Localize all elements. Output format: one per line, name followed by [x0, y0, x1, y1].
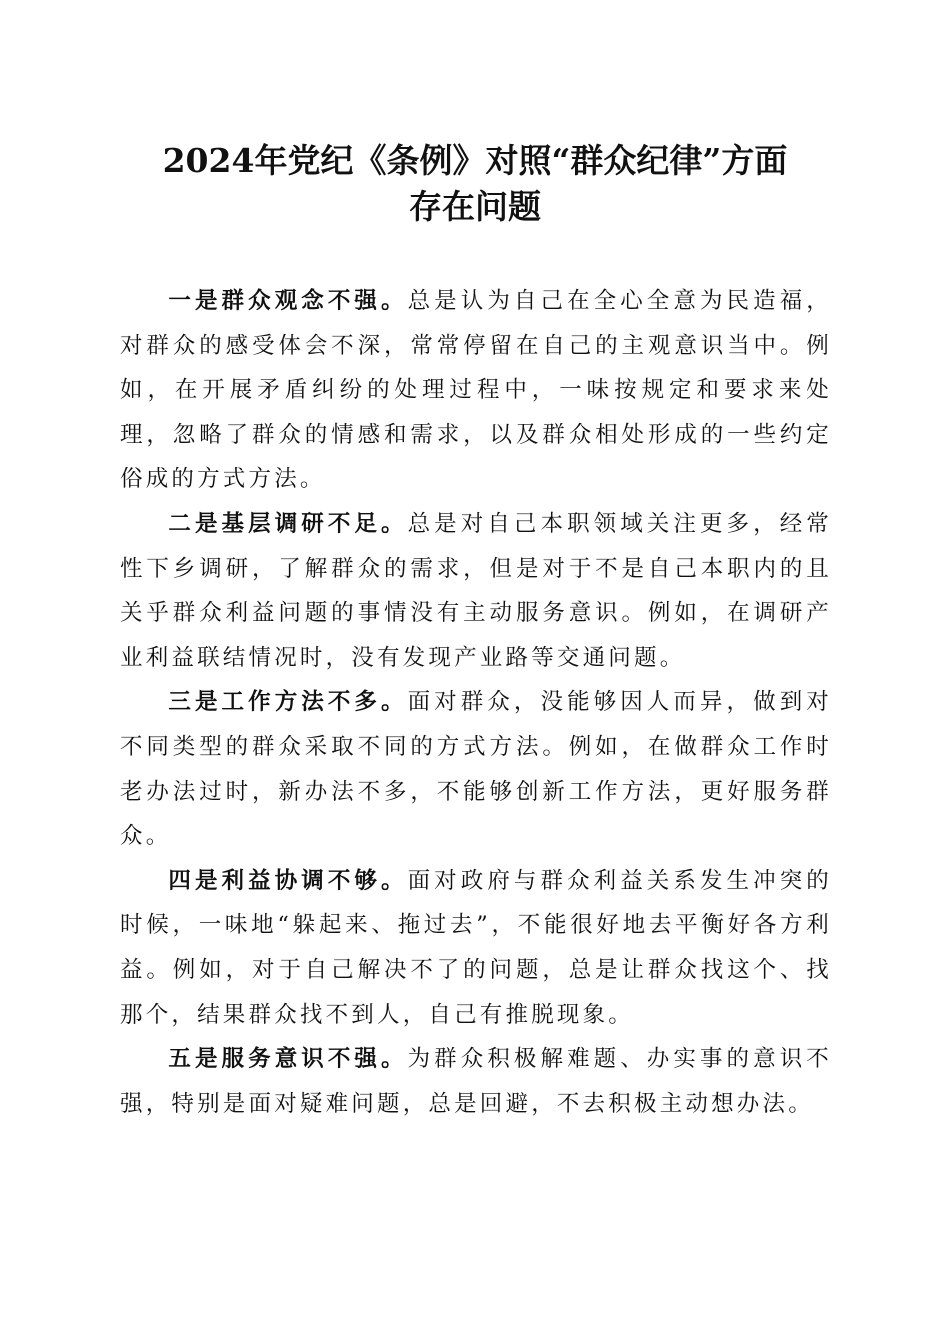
paragraph-4-lead: 四是利益协调不够。	[168, 867, 408, 894]
paragraph-3-text: 面对群众，没能够因人而异，做到对不同类型的群众采取不同的方式方法。例如，在做群众工作时老办法过时，新办法不多，不能够创新工作方法，更好服务群众。	[120, 689, 832, 850]
paragraph-2-text: 总是对自己本职领域关注更多，经常性下乡调研，了解群众的需求，但是对于不是自己本职内的且关乎群众利益问题的事情没有主动服务意识。例如，在调研产业利益联结情况时，没有发现产业路等交通问题。	[120, 510, 832, 671]
title-line-2: 存在问题	[409, 187, 541, 226]
document-body	[120, 279, 832, 1126]
paragraph-1-text: 总是认为自己在全心全意为民造福，对群众的感受体会不深，常常停留在自己的主观意识当中。例如，在开展矛盾纠纷的处理过程中，一味按规定和要求来处理，忽略了群众的情感和需求，以及群众相处形成的一些约定俗成的方式方法。	[120, 288, 832, 493]
title-line-1: 2024年党纪《条例》对照“群众纪律”方面	[162, 141, 788, 180]
document-title	[100, 138, 850, 230]
paragraph-4-text: 面对政府与群众利益关系发生冲突的时候，一味地“躲起来、拖过去”，不能很好地去平衡好各方利益。例如，对于自己解决不了的问题，总是让群众找这个、找那个，结果群众找不到人，自己有推脱现象。	[120, 867, 832, 1028]
paragraph-5	[120, 1037, 832, 1126]
paragraph-1	[120, 279, 832, 502]
paragraph-1-lead: 一是群众观念不强。	[168, 288, 408, 314]
paragraph-4	[120, 859, 832, 1037]
paragraph-5-lead: 五是服务意识不强。	[168, 1046, 408, 1073]
paragraph-3-lead: 三是工作方法不多。	[168, 689, 408, 716]
paragraph-2-lead: 二是基层调研不足。	[168, 510, 408, 537]
paragraph-5-text: 为群众积极解难题、办实事的意识不强，特别是面对疑难问题，总是回避，不去积极主动想办法。	[120, 1046, 832, 1117]
paragraph-3	[120, 680, 832, 858]
paragraph-2	[120, 502, 832, 680]
